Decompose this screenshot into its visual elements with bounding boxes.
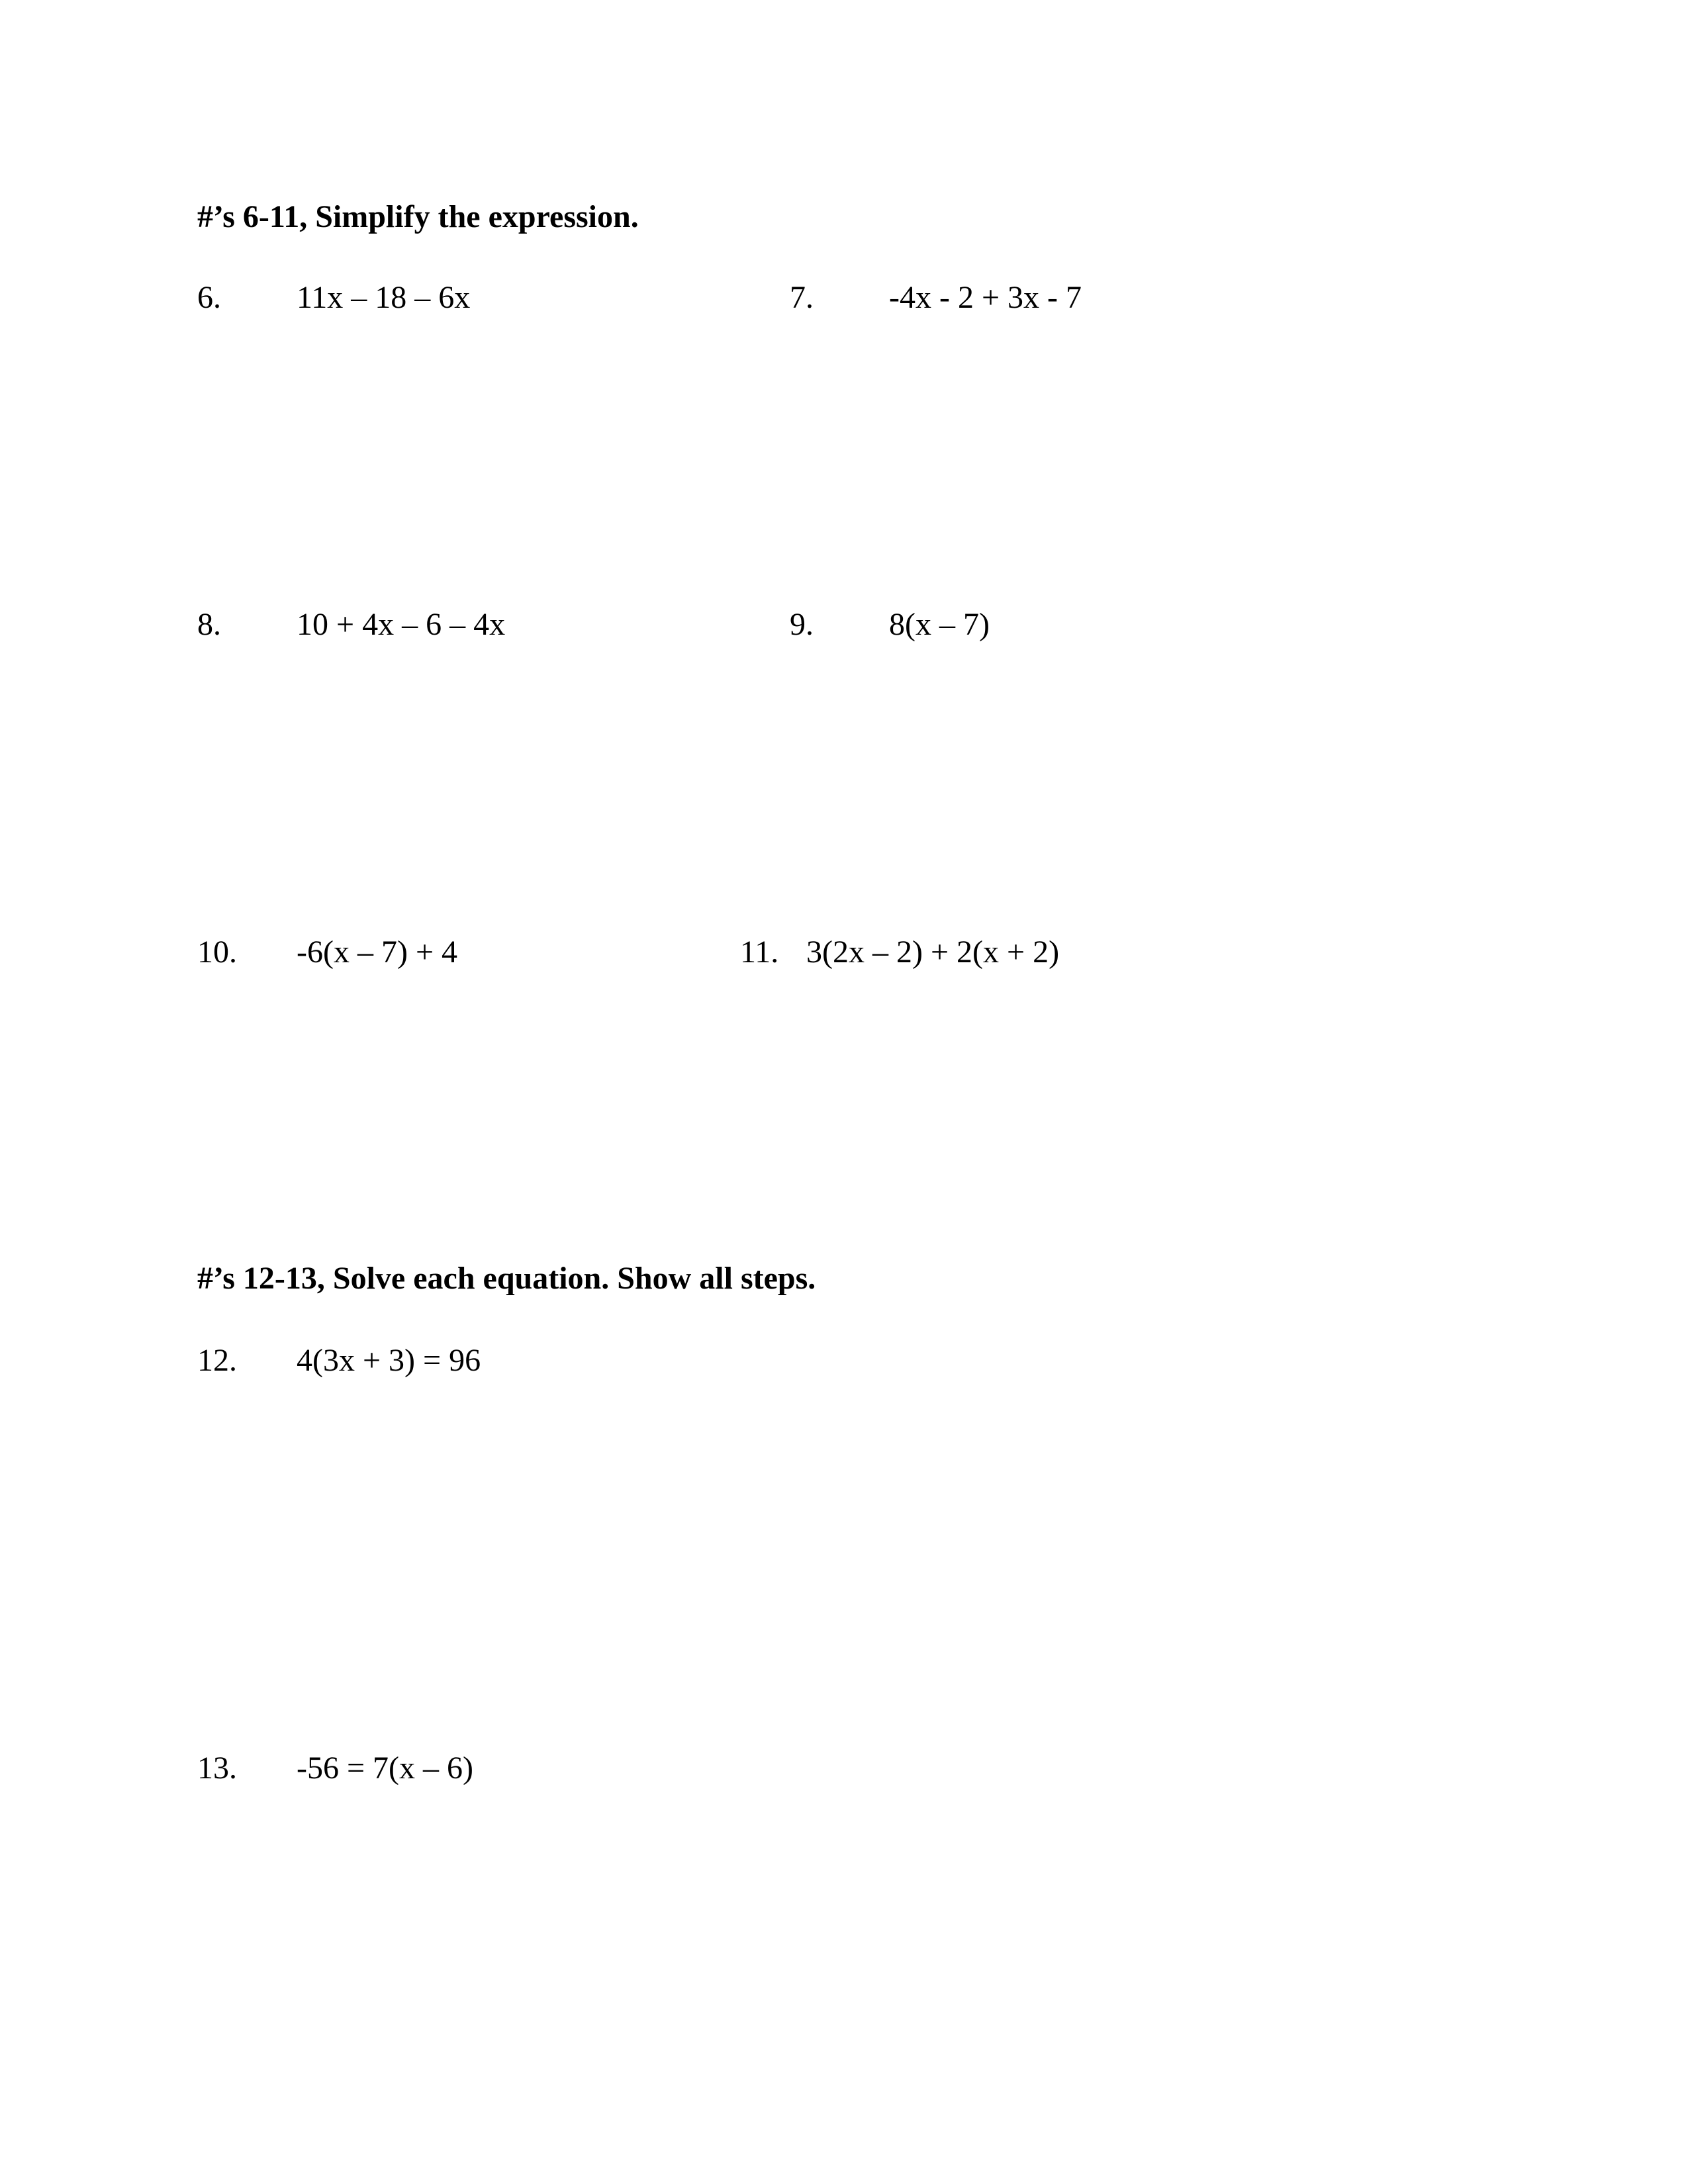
problem-number: 6.	[197, 280, 221, 315]
problem-expression: -56 = 7(x – 6)	[297, 1751, 474, 1786]
problem-number: 11.	[740, 934, 779, 970]
problem-expression: 8(x – 7)	[889, 607, 990, 642]
problem-number: 10.	[197, 934, 237, 970]
problem-expression: 4(3x + 3) = 96	[297, 1343, 481, 1378]
problem-number: 13.	[197, 1751, 237, 1786]
problem-expression: -6(x – 7) + 4	[297, 934, 458, 970]
problem-number: 7.	[790, 280, 814, 315]
section-heading-simplify: #’s 6-11, Simplify the expression.	[197, 199, 639, 234]
problem-expression: 11x – 18 – 6x	[297, 280, 471, 315]
problem-expression: 3(2x – 2) + 2(x + 2)	[806, 934, 1060, 970]
problem-number: 12.	[197, 1343, 237, 1378]
problem-number: 9.	[790, 607, 814, 642]
problem-number: 8.	[197, 607, 221, 642]
problem-expression: -4x - 2 + 3x - 7	[889, 280, 1082, 315]
problem-expression: 10 + 4x – 6 – 4x	[297, 607, 506, 642]
section-heading-solve: #’s 12-13, Solve each equation. Show all steps.	[197, 1261, 816, 1296]
